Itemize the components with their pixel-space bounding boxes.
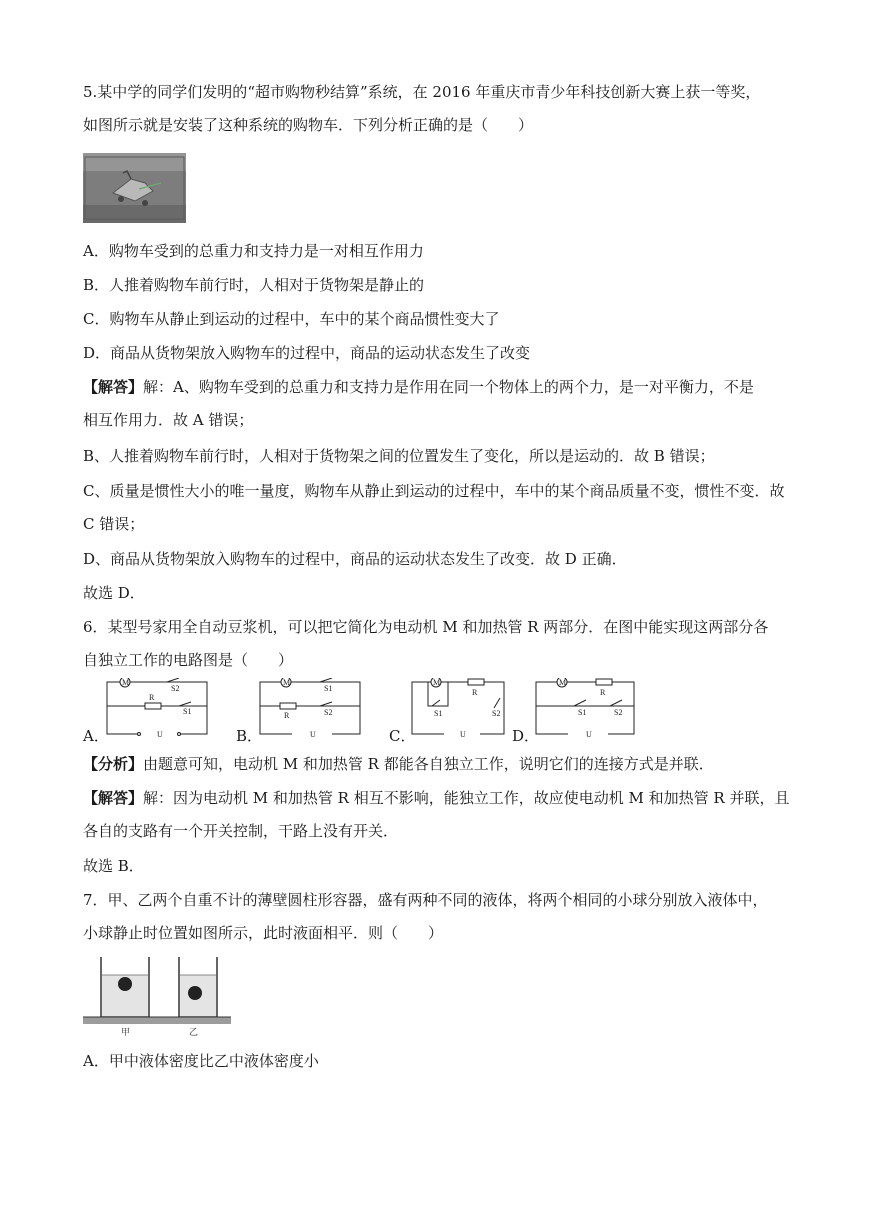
switch-label: S2 xyxy=(324,708,333,717)
label-jia: 甲 xyxy=(121,1027,131,1037)
q6-answer-line1 xyxy=(83,788,799,808)
motor-label: M xyxy=(283,678,291,687)
q5-answer-line4: C、质量是惯性大小的唯一量度，购物车从静止到运动的过程中，车中的某个商品质量不变，惯性不变．故 xyxy=(83,482,785,500)
q6-option-d-label: D． xyxy=(512,727,540,745)
source-label: U xyxy=(460,730,466,738)
q6-analysis-text: 由题意可知，电动机 M 和加热管 R 都能各自独立工作，说明它们的连接方式是并联． xyxy=(143,755,714,773)
circuit-diagram-b xyxy=(256,678,364,738)
switch-label: S1 xyxy=(183,707,192,716)
label-yi: 乙 xyxy=(189,1027,199,1037)
circuit-diagram-c xyxy=(408,678,508,738)
resistor-label: R xyxy=(472,688,478,697)
q7-stem-line2: 小球静止时位置如图所示，此时液面相平．则（ ） xyxy=(83,924,444,942)
switch-label: S2 xyxy=(492,709,501,718)
q5-answer-line6: D、商品从货物架放入购物车的过程中，商品的运动状态发生了改变．故 D 正确． xyxy=(83,550,627,568)
analysis-tag: 【分析】 xyxy=(83,755,144,773)
switch-label: S1 xyxy=(578,708,587,717)
source-label: U xyxy=(157,730,163,738)
q6-answer-line2: 各自的支路有一个开关控制，干路上没有开关． xyxy=(83,822,399,840)
resistor-label: R xyxy=(600,688,606,697)
q5-option-b: B．人推着购物车前行时，人相对于货物架是静止的 xyxy=(83,276,425,294)
q6-conclusion: 故选 B． xyxy=(83,857,144,875)
q5-option-d: D．商品从货物架放入购物车的过程中，商品的运动状态发生了改变 xyxy=(83,344,531,362)
q5-answer-line5: C 错误； xyxy=(83,515,145,533)
q6-option-a-label: A． xyxy=(83,727,109,745)
q7-option-a: A．甲中液体密度比乙中液体密度小 xyxy=(83,1052,319,1070)
resistor-label: R xyxy=(284,711,290,720)
answer-tag: 【解答】 xyxy=(83,789,144,807)
shopping-cart-photo xyxy=(83,153,186,223)
switch-label: S1 xyxy=(434,709,443,718)
q6-option-b-label: B． xyxy=(236,727,263,745)
cylinder-containers-figure xyxy=(83,953,231,1039)
q5-stem-line2: 如图所示就是安装了这种系统的购物车．下列分析正确的是（ ） xyxy=(83,116,534,134)
motor-label: M xyxy=(559,678,567,687)
q6-analysis xyxy=(83,754,799,774)
switch-label: S2 xyxy=(614,708,623,717)
source-label: U xyxy=(310,730,316,738)
source-label: U xyxy=(586,730,592,738)
q5-option-a: A．购物车受到的总重力和支持力是一对相互作用力 xyxy=(83,242,424,260)
q5-option-c: C．购物车从静止到运动的过程中，车中的某个商品惯性变大了 xyxy=(83,310,500,328)
q6-answer-text1: 解：因为电动机 M 和加热管 R 相互不影响，能独立工作，故应使电动机 M 和加热管 R 并联，且 xyxy=(143,789,790,807)
switch-label: S1 xyxy=(324,684,333,693)
q7-stem-line1: 7．甲、乙两个自重不计的薄壁圆柱形容器，盛有两种不同的液体，将两个相同的小球分别放入液体中， xyxy=(83,891,768,909)
resistor-label: R xyxy=(149,693,155,702)
q5-answer-line1 xyxy=(83,377,799,397)
motor-label: M xyxy=(122,678,130,687)
motor-label: M xyxy=(433,678,441,687)
switch-label: S2 xyxy=(171,684,180,693)
shopping-cart-photo-graphic xyxy=(83,153,186,223)
answer-tag: 【解答】 xyxy=(83,378,144,396)
q5-answer-text1: 解：A、购物车受到的总重力和支持力是作用在同一个物体上的两个力，是一对平衡力，不是 xyxy=(143,378,754,396)
q5-stem-line1: 5.某中学的同学们发明的“超市购物秒结算”系统，在 2016 年重庆市青少年科技创新大赛上获一等奖， xyxy=(83,83,761,101)
circuit-diagram-a xyxy=(103,678,211,738)
q5-answer-line2: 相互作用力．故 A 错误； xyxy=(83,411,254,429)
q6-stem-line2: 自独立工作的电路图是（ ） xyxy=(83,651,294,669)
q6-option-c-label: C． xyxy=(389,727,416,745)
q5-answer-line3: B、人推着购物车前行时，人相对于货物架之间的位置发生了变化，所以是运动的．故 B 错误； xyxy=(83,447,715,465)
circuit-diagram-d xyxy=(532,678,638,738)
q5-conclusion: 故选 D． xyxy=(83,584,145,602)
q6-stem-line1: 6．某型号家用全自动豆浆机，可以把它简化为电动机 M 和加热管 R 两部分．在图中能实现这两部分各 xyxy=(83,618,769,636)
